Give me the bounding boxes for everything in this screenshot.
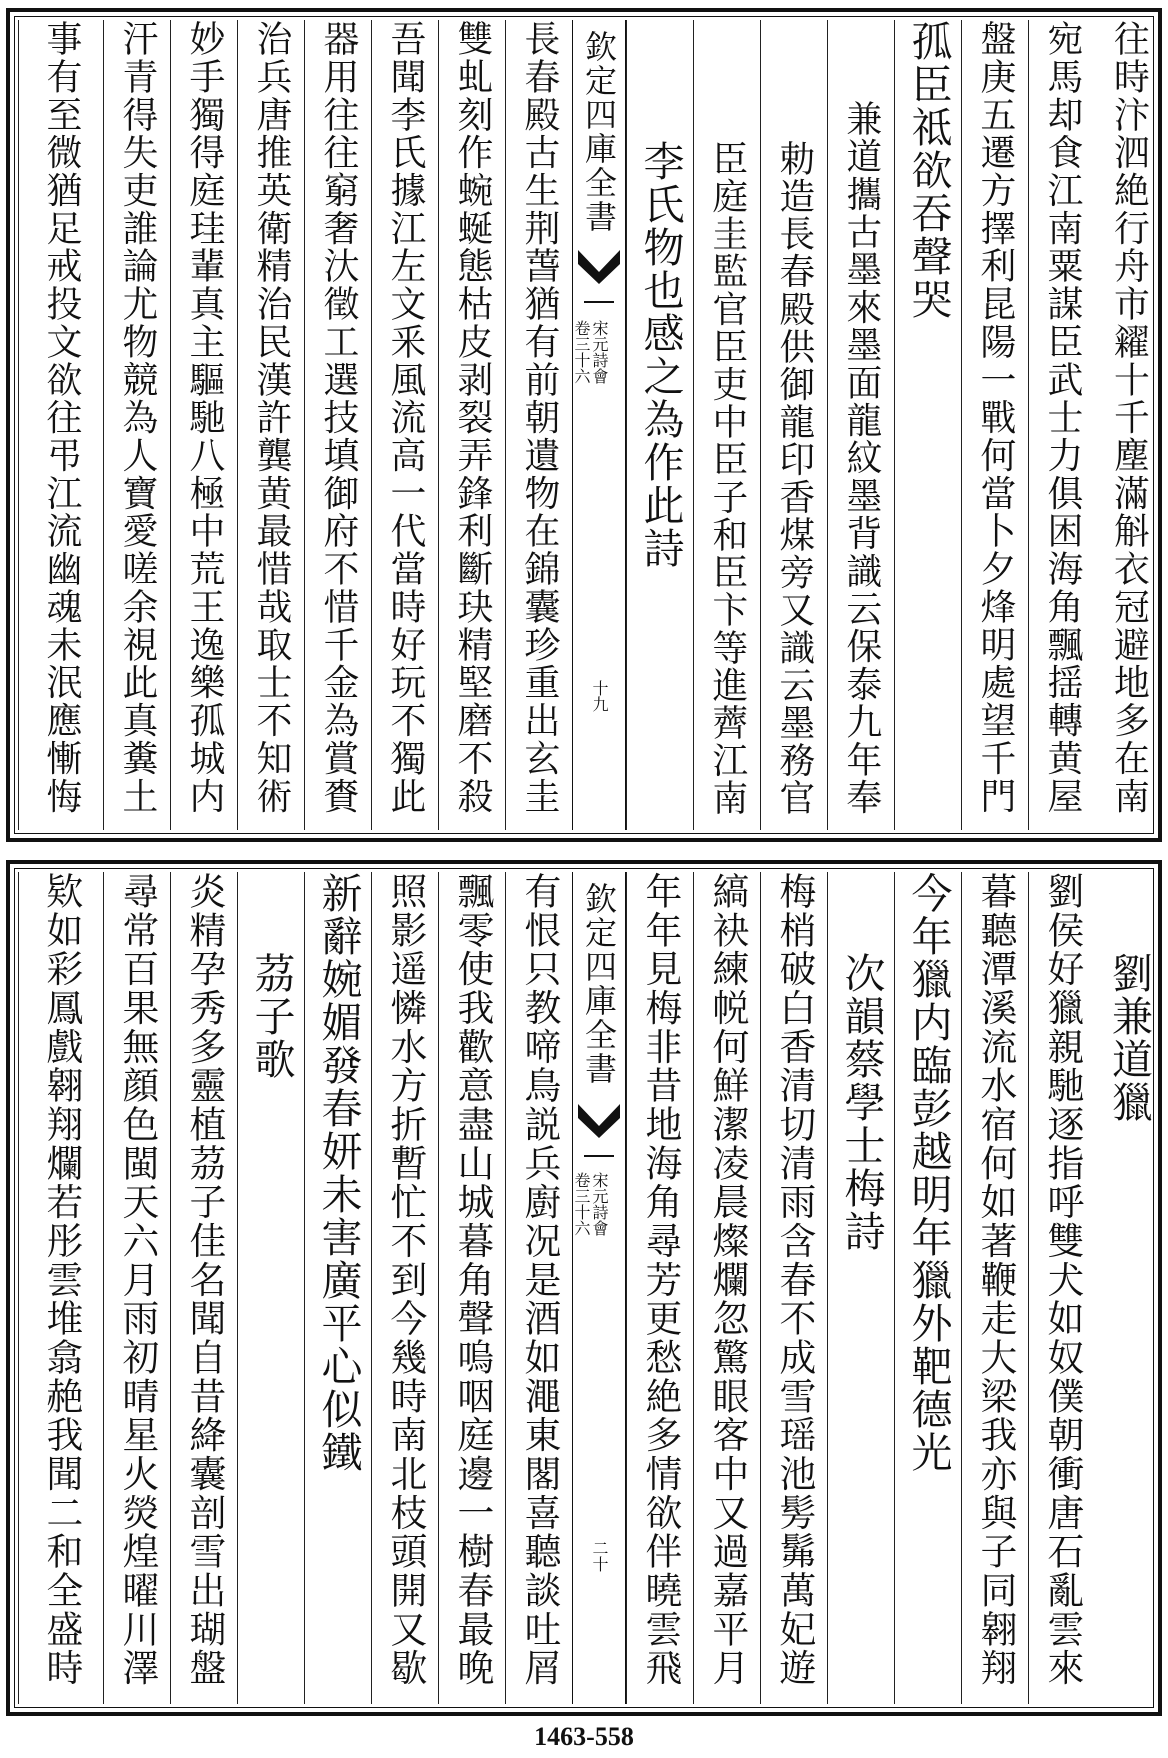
text-column: 長春殿古生荆萅猶有前朝遺物在錦囊珍重出玄圭 — [505, 20, 572, 830]
text-column: 勅造長春殿供御龍印香煤旁又識云墨務官 — [760, 20, 827, 830]
text-column: 器用往往窮奢汏徵工選技填御府不惜千金為賞賚 — [304, 20, 371, 830]
collection-title: 宋元詩會 — [590, 1172, 609, 1236]
text-column: 孤臣祗欲吞聲哭 — [894, 20, 961, 830]
text-column: 尋常百果無顔色閩天六月雨初晴星火熒煌曜川澤 — [103, 872, 170, 1704]
text-column: 劉兼道獵 — [1105, 952, 1153, 1124]
volume-label: 卷三十六 — [572, 320, 591, 384]
text-column: 治兵唐推英衛精治民漢許龔黄最惜哉取士不知術 — [237, 20, 304, 830]
fishtail-mark-icon — [578, 1104, 620, 1160]
text-column: 照影遥憐水方折暫忙不到今幾時南北枝頭開又歇 — [371, 872, 438, 1704]
top-page — [6, 8, 1162, 842]
text-column: 兼道攜古墨來墨面龍紋墨背識云保泰九年奉 — [827, 20, 894, 830]
text-column: 有恨只教啼鳥説兵廚况是酒如澠東閣喜聽談吐屑 — [505, 872, 572, 1704]
text-column: 劉侯好獵親馳逐指呼雙犬如奴僕朝衝唐石亂雲來 — [1028, 872, 1095, 1704]
text-column: 李氏物也感之為作此詩 — [626, 20, 693, 830]
text-column: 炎精孕秀多靈植茘子佳名聞自昔絳囊剖雪出瑚盤 — [170, 872, 237, 1704]
page-footer-number: 1463-558 — [534, 1722, 634, 1751]
text-column: 雙虬刻作蜿蜒態枯皮剥裂弄鋒利斷玦精堅磨不殺 — [438, 20, 505, 830]
text-column: 妙手獨得庭珪輩真主驅馳八極中荒王逸樂孤城内 — [170, 20, 237, 830]
text-column: 次韻蔡學士梅詩 — [827, 872, 894, 1704]
collection-title: 宋元詩會 — [590, 320, 609, 384]
volume-label: 卷三十六 — [572, 1172, 591, 1236]
book-title: 欽定四庫全書 — [580, 30, 618, 234]
text-column: 吾聞李氏據江左文釆風流高一代當時好玩不獨此 — [371, 20, 438, 830]
text-column: 暮聽潭溪流水宿何如著鞭走大梁我亦與子同翱翔 — [961, 872, 1028, 1704]
text-column: 汗青得失吏誰論尤物競為人寶愛嗟余視此真糞土 — [103, 20, 170, 830]
text-column: 縞袂練帨何鮮潔凌晨燦爛忽驚眼客中又過嘉平月 — [693, 872, 760, 1704]
text-column: 新辭婉媚發春妍未害廣平心似鐵 — [304, 872, 371, 1704]
page-number: 二十 — [590, 1540, 609, 1572]
text-column: 盤庚五遷方擇利昆陽一戰何當卜夕烽明處望千門 — [961, 20, 1028, 830]
center-fold — [572, 872, 626, 1704]
text-column: 往時汴泗絶行舟市糴十千塵滿斛衣冠避地多在南 — [1108, 20, 1150, 816]
text-column: 事有至微猶足戒投文欲往弔江流幽魂未泯應慚悔 — [18, 20, 103, 830]
text-column: 今年獵内臨彭越明年獵外靶德光 — [894, 872, 961, 1704]
bottom-page — [6, 860, 1162, 1716]
text-column: 宛馬却食江南粟謀臣武士力俱困海角飄揺轉黄屋 — [1028, 20, 1095, 830]
text-column: 臣庭圭監官臣吏中臣子和臣卞等進薺江南 — [693, 20, 760, 830]
page-number: 十九 — [590, 680, 609, 712]
fishtail-mark-icon — [578, 250, 620, 306]
text-column: 梅梢破白香清切清雨含春不成雪瑶池髣髴萬妃遊 — [760, 872, 827, 1704]
center-fold — [572, 20, 626, 830]
text-column: 年年見梅非昔地海角尋芳更愁絶多情欲伴曉雲飛 — [626, 872, 693, 1704]
text-column: 欵如彩鳳戲翱翔爛若彤雲堆翕赩我聞二和全盛時 — [18, 872, 103, 1704]
text-column: 茘子歌 — [237, 872, 304, 1704]
book-title: 欽定四庫全書 — [580, 882, 618, 1086]
text-column: 飄零使我歡意盡山城暮角聲嗚咽庭邊一樹春最晚 — [438, 872, 505, 1704]
